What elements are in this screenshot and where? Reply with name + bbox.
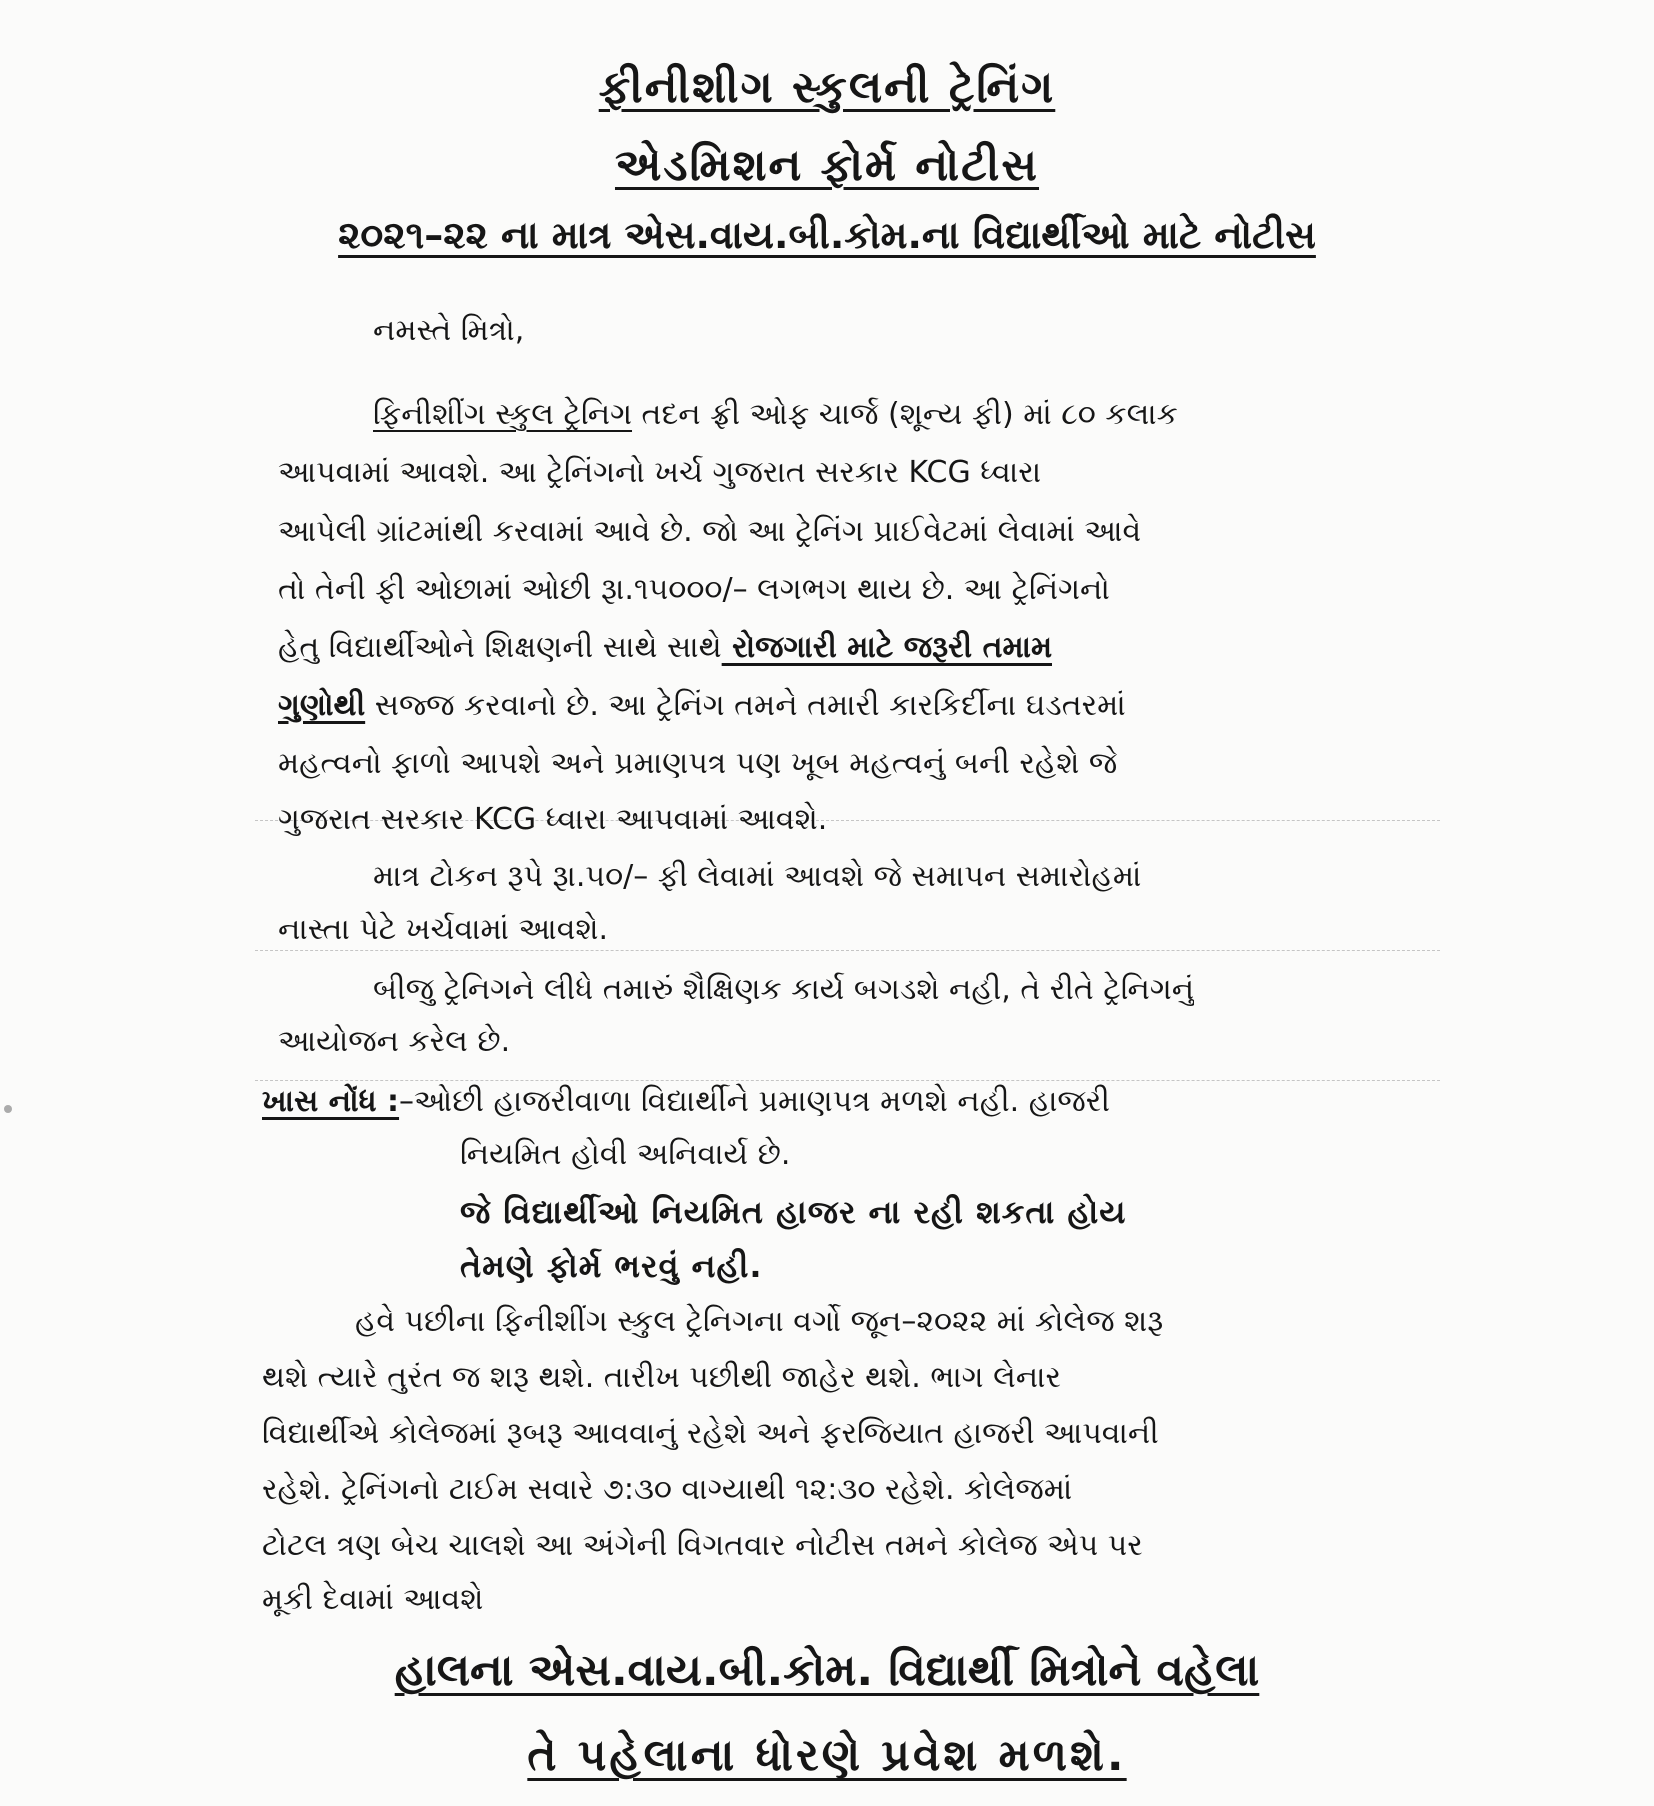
para4-line1: હવે પછીના ફિનીશીંગ સ્કુલ ટ્રેનિગના વર્ગો જૂન–૨૦૨૨ માં કોલેજ શરૂ [355,1304,1164,1339]
para4-line4: રહેશે. ટ્રેનિંગનો ટાઈમ સવારે ૭:૩૦ વાગ્યાથી ૧૨:૩૦ રહેશે. કોલેજમાં [262,1472,1073,1507]
para3-line1: બીજુ ટ્રેનિગને લીધે તમારું શૈક્ષિણક કાર્ય બગડશે નહી, તે રીતે ટ્રેનિગનું [373,972,1195,1007]
para2-line1: માત્ર ટોકન રૂપે રૂા.૫૦/– ફી લેવામાં આવશે જે સમાપન સમારોહમાં [373,859,1142,894]
greeting: નમસ્તે મિત્રો, [373,313,525,348]
para4-line2: થશે ત્યારે તુરંત જ શરૂ થશે. તારીખ પછીથી જાહેર થશે. ભાગ લેનાર [262,1360,1061,1395]
para4-line6: મૂકી દેવામાં આવશે [262,1582,484,1617]
notice-audience: ૨૦૨૧–૨૨ ના માત્ર એસ.વાય.બી.કોમ.ના વિદ્યાર્થીઓ માટે નોટીસ [338,213,1316,257]
program-name: ફિનીશીંગ સ્કુલ ટ્રેનિગ [373,397,633,432]
employment-highlight: રોજગારી માટે જરૂરી તમામ [721,630,1053,665]
para1-line2: આપવામાં આવશે. આ ટ્રેનિંગનો ખર્ચ ગુજરાત સરકાર KCG ધ્વારા [278,455,1042,490]
priority-notice-line2: તે પહેલાના ધોરણે પ્રવેશ મળશે. [527,1730,1127,1781]
note-line3: જે વિદ્યાર્થીઓ નિયમિત હાજર ના રહી શકતા હોય [460,1193,1127,1231]
note-label: ખાસ નોંધ : [262,1084,400,1119]
scan-line [255,1080,1440,1081]
para1-line8: ગુજરાત સરકાર KCG ધ્વારા આપવામાં આવશે. [278,802,828,837]
scan-speck [4,1105,12,1113]
para2-line2: નાસ્તા પેટે ખર્ચવામાં આવશે. [278,912,609,947]
para1-line4: તો તેની ફી ઓછામાં ઓછી રૂા.૧૫૦૦૦/– લગભગ થાય છે. આ ટ્રેનિંગનો [278,572,1110,607]
note-line4: તેમણે ફોર્મ ભરવું નહી. [460,1247,763,1285]
para1-line1: ફિનીશીંગ સ્કુલ ટ્રેનિગ તદન ફ્રી ઓફ ચાર્જ (શૂન્ય ફી) માં ૮૦ કલાક [373,397,1178,432]
para1-line5: હેતુ વિદ્યાર્થીઓને શિક્ષણની સાથે સાથે રોજગારી માટે જરૂરી તમામ [278,630,1053,665]
notice-title: ફીનીશીગ સ્કુલની ટ્રેનિંગ [598,62,1056,113]
note-line1: ખાસ નોંધ :–ઓછી હાજરીવાળા વિદ્યાર્થીને પ્રમાણપત્ર મળશે નહી. હાજરી [262,1084,1110,1119]
para4-line5: ટોટલ ત્રણ બેચ ચાલશે આ અંગેની વિગતવાર નોટીસ તમને કોલેજ એપ પર [262,1528,1143,1563]
notice-subtitle: એડમિશન ફોર્મ નોટીસ [614,140,1040,191]
para3-line2: આયોજન કરેલ છે. [278,1024,511,1059]
note-line2: નિયમિત હોવી અનિવાર્ય છે. [460,1137,791,1172]
para1-line3: આપેલી ગ્રાંટમાંથી કરવામાં આવે છે. જો આ ટ્રેનિંગ પ્રાઈવેટમાં લેવામાં આવે [278,514,1142,549]
qualities-highlight: ગુણોથી [278,688,366,723]
para4-line3: વિદ્યાર્થીએ કોલેજમાં રૂબરૂ આવવાનું રહેશે અને ફરજિયાત હાજરી આપવાની [262,1416,1159,1451]
para1-line6: ગુણોથી સજ્જ કરવાનો છે. આ ટ્રેનિંગ તમને તમારી કારકિર્દીના ઘડતરમાં [278,688,1126,723]
para1-line7: મહત્વનો ફાળો આપશે અને પ્રમાણપત્ર પણ ખૂબ મહત્વનું બની રહેશે જે [278,746,1118,781]
scan-line [255,950,1440,951]
priority-notice-line1: હાલના એસ.વાય.બી.કોમ. વિદ્યાર્થી મિત્રોને વહેલા [394,1645,1260,1696]
